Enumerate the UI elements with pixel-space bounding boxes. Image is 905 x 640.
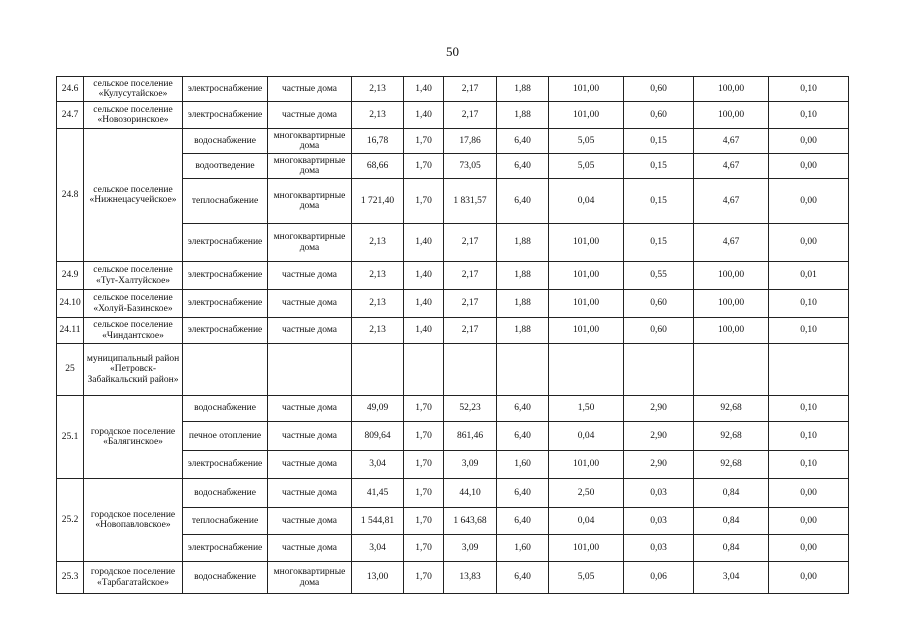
empty-cell	[694, 344, 769, 396]
value-cell: 1 643,68	[444, 508, 497, 535]
row-id: 24.11	[57, 318, 84, 344]
service-type: печное отопление	[183, 422, 268, 451]
value-cell: 1,40	[404, 77, 444, 102]
settlement-name: сельское поселение «Кулусутайское»	[84, 77, 183, 102]
value-cell: 5,05	[549, 562, 624, 594]
value-cell: 101,00	[549, 77, 624, 102]
housing-type: многоквартирные дома	[268, 179, 352, 224]
value-cell: 0,01	[769, 262, 849, 290]
value-cell: 2,13	[352, 224, 404, 262]
service-type: теплоснабжение	[183, 179, 268, 224]
value-cell: 0,15	[624, 224, 694, 262]
service-type: электроснабжение	[183, 262, 268, 290]
value-cell: 101,00	[549, 224, 624, 262]
value-cell: 0,15	[624, 129, 694, 154]
value-cell: 0,60	[624, 290, 694, 318]
housing-type: частные дома	[268, 102, 352, 129]
row-id: 24.7	[57, 102, 84, 129]
settlement-name: городское поселение «Новопавловское»	[84, 479, 183, 562]
value-cell: 100,00	[694, 77, 769, 102]
value-cell: 0,55	[624, 262, 694, 290]
value-cell: 2,90	[624, 396, 694, 422]
value-cell: 0,00	[769, 154, 849, 179]
value-cell: 0,03	[624, 479, 694, 508]
value-cell: 1,70	[404, 508, 444, 535]
value-cell: 4,67	[694, 224, 769, 262]
housing-type: многоквартирные дома	[268, 154, 352, 179]
empty-cell	[624, 344, 694, 396]
housing-type: частные дома	[268, 396, 352, 422]
value-cell: 3,09	[444, 451, 497, 479]
value-cell: 2,13	[352, 318, 404, 344]
value-cell: 0,84	[694, 508, 769, 535]
settlement-name: муниципальный район «Петровск-Забайкальский район»	[84, 344, 183, 396]
value-cell: 0,10	[769, 396, 849, 422]
housing-type: частные дома	[268, 318, 352, 344]
service-type: водоснабжение	[183, 129, 268, 154]
value-cell: 0,10	[769, 422, 849, 451]
value-cell: 2,13	[352, 262, 404, 290]
value-cell: 1 721,40	[352, 179, 404, 224]
value-cell: 6,40	[497, 422, 549, 451]
value-cell: 2,17	[444, 318, 497, 344]
row-id: 24.10	[57, 290, 84, 318]
value-cell: 100,00	[694, 262, 769, 290]
row-id: 25.1	[57, 396, 84, 479]
value-cell: 6,40	[497, 508, 549, 535]
settlement-name: сельское поселение «Тут-Халтуйское»	[84, 262, 183, 290]
tariff-table	[56, 76, 849, 594]
value-cell: 1 831,57	[444, 179, 497, 224]
value-cell: 1,40	[404, 262, 444, 290]
empty-cell	[444, 344, 497, 396]
value-cell: 13,83	[444, 562, 497, 594]
value-cell: 0,60	[624, 77, 694, 102]
value-cell: 0,04	[549, 179, 624, 224]
housing-type: частные дома	[268, 535, 352, 562]
value-cell: 0,10	[769, 102, 849, 129]
table-row	[57, 290, 849, 318]
value-cell: 1,70	[404, 535, 444, 562]
value-cell: 0,15	[624, 154, 694, 179]
value-cell: 73,05	[444, 154, 497, 179]
service-type: водоснабжение	[183, 396, 268, 422]
service-type: теплоснабжение	[183, 508, 268, 535]
value-cell: 1,70	[404, 396, 444, 422]
value-cell: 1,70	[404, 179, 444, 224]
value-cell: 1,50	[549, 396, 624, 422]
value-cell: 0,00	[769, 129, 849, 154]
housing-type: частные дома	[268, 77, 352, 102]
value-cell: 0,10	[769, 451, 849, 479]
value-cell: 2,50	[549, 479, 624, 508]
housing-type: частные дома	[268, 422, 352, 451]
value-cell: 809,64	[352, 422, 404, 451]
value-cell: 52,23	[444, 396, 497, 422]
service-type: электроснабжение	[183, 535, 268, 562]
service-type: электроснабжение	[183, 451, 268, 479]
row-id: 24.9	[57, 262, 84, 290]
value-cell: 4,67	[694, 129, 769, 154]
value-cell: 1,88	[497, 102, 549, 129]
row-id: 25.2	[57, 479, 84, 562]
value-cell: 1,70	[404, 154, 444, 179]
housing-type: частные дома	[268, 479, 352, 508]
value-cell: 2,17	[444, 102, 497, 129]
value-cell: 6,40	[497, 129, 549, 154]
value-cell: 2,17	[444, 262, 497, 290]
value-cell: 3,09	[444, 535, 497, 562]
table-row	[57, 129, 849, 154]
value-cell: 0,10	[769, 290, 849, 318]
value-cell: 861,46	[444, 422, 497, 451]
value-cell: 1,88	[497, 262, 549, 290]
value-cell: 2,17	[444, 224, 497, 262]
value-cell: 92,68	[694, 422, 769, 451]
value-cell: 4,67	[694, 154, 769, 179]
empty-cell	[183, 344, 268, 396]
value-cell: 3,04	[352, 535, 404, 562]
value-cell: 0,60	[624, 102, 694, 129]
value-cell: 49,09	[352, 396, 404, 422]
value-cell: 0,00	[769, 479, 849, 508]
value-cell: 92,68	[694, 396, 769, 422]
value-cell: 1,88	[497, 290, 549, 318]
value-cell: 101,00	[549, 262, 624, 290]
table-row	[57, 396, 849, 422]
value-cell: 100,00	[694, 318, 769, 344]
value-cell: 5,05	[549, 154, 624, 179]
value-cell: 0,15	[624, 179, 694, 224]
value-cell: 0,84	[694, 479, 769, 508]
empty-cell	[268, 344, 352, 396]
table-row	[57, 102, 849, 129]
value-cell: 0,60	[624, 318, 694, 344]
value-cell: 101,00	[549, 535, 624, 562]
value-cell: 2,90	[624, 451, 694, 479]
value-cell: 1,70	[404, 451, 444, 479]
value-cell: 3,04	[352, 451, 404, 479]
value-cell: 0,10	[769, 77, 849, 102]
housing-type: частные дома	[268, 290, 352, 318]
value-cell: 13,00	[352, 562, 404, 594]
value-cell: 1,88	[497, 224, 549, 262]
table-row	[57, 318, 849, 344]
housing-type: многоквартирные дома	[268, 224, 352, 262]
value-cell: 0,84	[694, 535, 769, 562]
value-cell: 101,00	[549, 290, 624, 318]
value-cell: 0,00	[769, 562, 849, 594]
value-cell: 1,88	[497, 77, 549, 102]
value-cell: 101,00	[549, 451, 624, 479]
service-type: электроснабжение	[183, 290, 268, 318]
empty-cell	[497, 344, 549, 396]
table-row	[57, 77, 849, 102]
settlement-name: городское поселение «Балягинское»	[84, 396, 183, 479]
housing-type: многоквартирные дома	[268, 562, 352, 594]
value-cell: 1,88	[497, 318, 549, 344]
value-cell: 0,00	[769, 535, 849, 562]
value-cell: 68,66	[352, 154, 404, 179]
housing-type: частные дома	[268, 508, 352, 535]
empty-cell	[769, 344, 849, 396]
empty-cell	[352, 344, 404, 396]
service-type: водоснабжение	[183, 479, 268, 508]
service-type: электроснабжение	[183, 318, 268, 344]
row-id: 25	[57, 344, 84, 396]
value-cell: 17,86	[444, 129, 497, 154]
value-cell: 1,40	[404, 290, 444, 318]
value-cell: 16,78	[352, 129, 404, 154]
value-cell: 6,40	[497, 179, 549, 224]
settlement-name: сельское поселение «Холуй-Базинское»	[84, 290, 183, 318]
empty-cell	[404, 344, 444, 396]
value-cell: 0,10	[769, 318, 849, 344]
value-cell: 1,70	[404, 479, 444, 508]
row-id: 25.3	[57, 562, 84, 594]
value-cell: 2,17	[444, 77, 497, 102]
value-cell: 1,70	[404, 562, 444, 594]
page-number: 50	[446, 44, 459, 59]
value-cell: 2,13	[352, 290, 404, 318]
settlement-name: сельское поселение «Чиндантское»	[84, 318, 183, 344]
value-cell: 2,13	[352, 102, 404, 129]
settlement-name: городское поселение «Тарбагатайское»	[84, 562, 183, 594]
row-id: 24.8	[57, 129, 84, 262]
value-cell: 0,03	[624, 535, 694, 562]
value-cell: 5,05	[549, 129, 624, 154]
value-cell: 3,04	[694, 562, 769, 594]
value-cell: 41,45	[352, 479, 404, 508]
value-cell: 2,13	[352, 77, 404, 102]
value-cell: 0,00	[769, 179, 849, 224]
value-cell: 0,06	[624, 562, 694, 594]
value-cell: 0,04	[549, 422, 624, 451]
value-cell: 100,00	[694, 102, 769, 129]
value-cell: 1,40	[404, 224, 444, 262]
value-cell: 1,40	[404, 102, 444, 129]
value-cell: 2,90	[624, 422, 694, 451]
housing-type: частные дома	[268, 262, 352, 290]
service-type: электроснабжение	[183, 77, 268, 102]
value-cell: 6,40	[497, 396, 549, 422]
table-row	[57, 262, 849, 290]
settlement-name: сельское поселение «Новозоринское»	[84, 102, 183, 129]
value-cell: 1,60	[497, 535, 549, 562]
value-cell: 2,17	[444, 290, 497, 318]
value-cell: 100,00	[694, 290, 769, 318]
value-cell: 101,00	[549, 102, 624, 129]
housing-type: многоквартирные дома	[268, 129, 352, 154]
value-cell: 1,40	[404, 318, 444, 344]
value-cell: 0,00	[769, 224, 849, 262]
row-id: 24.6	[57, 77, 84, 102]
value-cell: 92,68	[694, 451, 769, 479]
table-row	[57, 562, 849, 594]
value-cell: 0,04	[549, 508, 624, 535]
table-row	[57, 479, 849, 508]
value-cell: 0,03	[624, 508, 694, 535]
value-cell: 1 544,81	[352, 508, 404, 535]
value-cell: 1,60	[497, 451, 549, 479]
table-row	[57, 344, 849, 396]
value-cell: 0,00	[769, 508, 849, 535]
empty-cell	[549, 344, 624, 396]
value-cell: 1,70	[404, 422, 444, 451]
housing-type: частные дома	[268, 451, 352, 479]
value-cell: 6,40	[497, 562, 549, 594]
value-cell: 101,00	[549, 318, 624, 344]
value-cell: 1,70	[404, 129, 444, 154]
value-cell: 4,67	[694, 179, 769, 224]
settlement-name: сельское поселение «Нижнецасучейское»	[84, 129, 183, 262]
service-type: электроснабжение	[183, 102, 268, 129]
service-type: электроснабжение	[183, 224, 268, 262]
value-cell: 44,10	[444, 479, 497, 508]
value-cell: 6,40	[497, 479, 549, 508]
value-cell: 6,40	[497, 154, 549, 179]
service-type: водоснабжение	[183, 562, 268, 594]
service-type: водоотведение	[183, 154, 268, 179]
